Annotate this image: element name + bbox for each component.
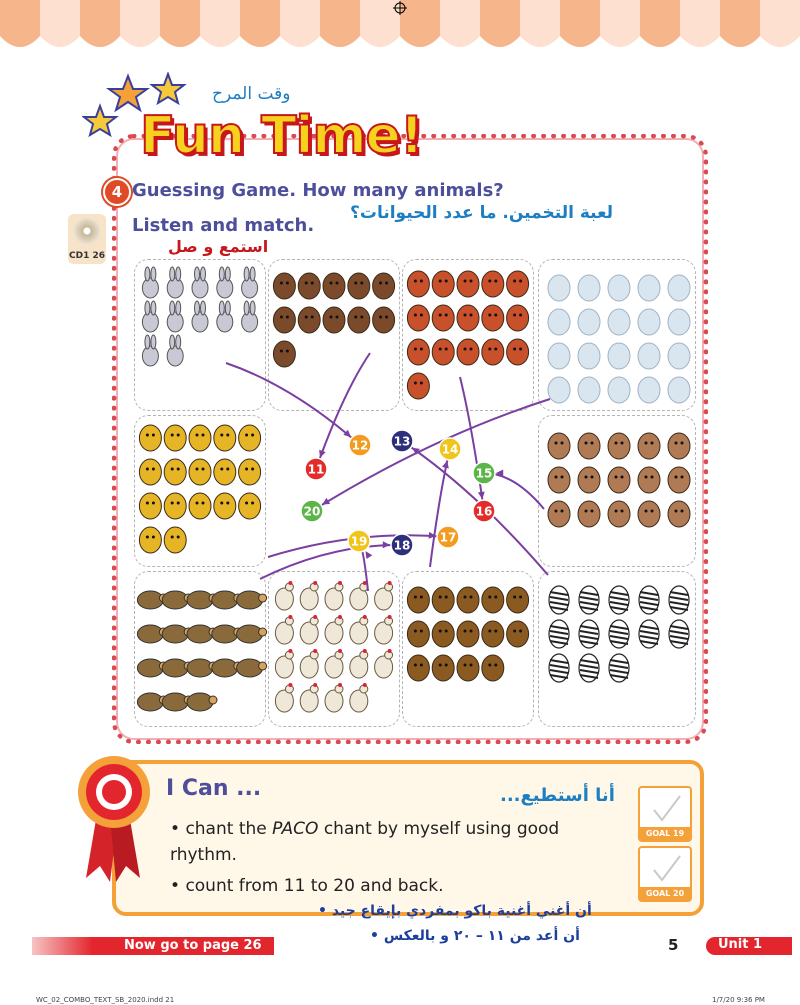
egg-icon [578, 309, 600, 335]
ican-bullet-1-arabic: أن أغني أغنية باكو بمفردي بإيقاع جيد • [318, 903, 592, 919]
exercise-title-arabic: لعبة التخمين. ما عدد الحيوانات؟ [350, 203, 614, 223]
rabbit-icon [242, 267, 258, 298]
exercise-title: Guessing Game. How many animals? [132, 180, 504, 201]
ican-bullet-1-after: chant by myself using good rhythm. [170, 819, 560, 865]
bear-icon [608, 501, 630, 527]
rosette-ribbon-icon [68, 748, 164, 888]
hen-icon [275, 615, 293, 644]
foxe-icon [407, 305, 429, 331]
chick-icon [139, 459, 161, 485]
awning-stripe [440, 0, 480, 47]
awning-stripe [640, 0, 680, 47]
number-badge-label: 16 [475, 504, 493, 519]
horse-icon [373, 307, 395, 333]
awning-stripe [400, 0, 440, 47]
checkmark-icon [640, 848, 690, 888]
hen-icon [350, 581, 368, 610]
awning-stripe [280, 0, 320, 47]
exercise-instruction-arabic: استمع و صل [168, 237, 269, 256]
arrow-head-icon [365, 551, 372, 559]
zebra-icon [669, 586, 689, 614]
lion-icon [407, 655, 429, 681]
goal-19-label: GOAL 19 [640, 827, 690, 840]
horse-icon [348, 307, 370, 333]
egg-icon [578, 275, 600, 301]
rabbit-icon [142, 335, 158, 366]
ican-bullet-1 [170, 816, 590, 868]
zebra-icon [609, 586, 629, 614]
bear-icon [548, 501, 570, 527]
hen-icon [350, 615, 368, 644]
zebra-icon [549, 654, 569, 682]
awning-stripe [520, 0, 560, 47]
chick-icon [139, 527, 161, 553]
ican-title-arabic: أنا أستطيع... [500, 785, 615, 806]
chick-icon [164, 493, 186, 519]
ican-bullet-2-arabic: أن أعد من ١١ – ٢٠ و بالعكس • [370, 928, 580, 944]
bullet-dot: • [170, 876, 186, 896]
awning-stripe [0, 0, 40, 47]
chick-icon [139, 425, 161, 451]
lion-icon [432, 655, 454, 681]
rabbit-icon [142, 267, 158, 298]
number-badge-label: 17 [439, 530, 457, 545]
zebra-icon [579, 654, 599, 682]
chick-icon [239, 493, 261, 519]
hen-icon [300, 581, 318, 610]
foxe-icon [407, 339, 429, 365]
number-badge-11[interactable] [305, 458, 327, 480]
bear-icon [608, 433, 630, 459]
egg-icon [638, 343, 660, 369]
bear-icon [578, 433, 600, 459]
hen-icon [325, 683, 343, 712]
number-badge-17[interactable] [437, 526, 459, 548]
go-to-page-link[interactable]: Now go to page 26 [124, 938, 262, 953]
bear-icon [548, 467, 570, 493]
chick-icon [214, 493, 236, 519]
number-badge-label: 12 [351, 438, 369, 453]
goal-19-checkbox[interactable] [638, 786, 692, 842]
horse-icon [373, 273, 395, 299]
awning-stripe [160, 0, 200, 47]
bear-icon [548, 433, 570, 459]
egg-icon [578, 377, 600, 403]
match-line-foxes [460, 377, 484, 511]
file-info: WC_02_COMBO_TEXT_SB_2020.indd 21 [36, 996, 175, 1004]
egg-icon [668, 275, 690, 301]
number-badge-19[interactable] [348, 530, 370, 552]
number-badge-12[interactable] [349, 434, 371, 456]
zebra-icon [639, 620, 659, 648]
awning-stripe [480, 0, 520, 47]
bear-icon [578, 501, 600, 527]
lion-icon [432, 587, 454, 613]
awning-stripe [320, 0, 360, 47]
awning-stripe [760, 0, 800, 47]
number-badge-label: 19 [350, 534, 368, 549]
awning-stripe [120, 0, 160, 47]
foxe-icon [432, 305, 454, 331]
number-badge-label: 13 [393, 434, 411, 449]
foxe-icon [432, 271, 454, 297]
rabbit-icon [167, 267, 183, 298]
awning-banner [0, 0, 800, 58]
chick-icon [189, 493, 211, 519]
hen-icon [300, 615, 318, 644]
egg-icon [548, 343, 570, 369]
bear-icon [638, 467, 660, 493]
hen-icon [275, 649, 293, 678]
number-badge-20[interactable] [301, 500, 323, 522]
chick-icon [189, 425, 211, 451]
horse-icon [298, 273, 320, 299]
rabbit-icon [217, 301, 233, 332]
zebra-icon [579, 586, 599, 614]
egg-icon [548, 377, 570, 403]
lion-icon [507, 621, 529, 647]
number-badge-14[interactable] [439, 438, 461, 460]
rabbit-icon [142, 301, 158, 332]
bear-icon [668, 501, 690, 527]
rabbit-icon [167, 301, 183, 332]
matching-canvas [130, 257, 700, 729]
lion-icon [482, 621, 504, 647]
match-line-eggs [312, 399, 550, 511]
egg-icon [668, 343, 690, 369]
number-badge-label: 11 [307, 462, 325, 477]
chick-icon [214, 425, 236, 451]
title-arabic: وقت المرح [212, 84, 291, 104]
egg-icon [608, 343, 630, 369]
hen-icon [300, 683, 318, 712]
foxe-icon [457, 339, 479, 365]
turtle-icon [237, 659, 267, 677]
foxe-icon [457, 305, 479, 331]
rabbit-icon [217, 267, 233, 298]
foxe-icon [507, 339, 529, 365]
bear-icon [578, 467, 600, 493]
lion-icon [457, 587, 479, 613]
hen-icon [375, 581, 393, 610]
number-badge-15[interactable] [473, 462, 495, 484]
foxe-icon [482, 305, 504, 331]
lion-icon [407, 621, 429, 647]
ican-bullet-1-em: PACO [272, 819, 319, 839]
egg-icon [578, 343, 600, 369]
number-badge-label: 14 [441, 442, 459, 457]
number-badge-13[interactable] [391, 430, 413, 452]
egg-icon [668, 309, 690, 335]
bear-icon [668, 433, 690, 459]
lion-icon [457, 655, 479, 681]
turtle-icon [187, 693, 217, 711]
chick-icon [164, 425, 186, 451]
zebra-icon [549, 586, 569, 614]
zebra-icon [639, 586, 659, 614]
egg-icon [668, 377, 690, 403]
number-badge-16[interactable] [473, 500, 495, 522]
exercise-instruction: Listen and match. [132, 215, 315, 236]
horse-icon [273, 307, 295, 333]
checkmark-icon [640, 788, 690, 828]
horse-icon [323, 307, 345, 333]
ican-bullet-2-text: count from 11 to 20 and back. [185, 876, 444, 896]
ican-bullet-1-arabic-text: أن أغني أغنية باكو بمفردي بإيقاع جيد [331, 903, 592, 919]
ican-title: I Can ... [166, 776, 262, 801]
bullet-dot: • [170, 819, 186, 839]
audio-track-label: CD1 26 [69, 251, 105, 261]
awning-stripe [560, 0, 600, 47]
lion-icon [482, 655, 504, 681]
exercise-number-badge: 4 [103, 178, 131, 206]
egg-icon [638, 377, 660, 403]
awning-stripe [720, 0, 760, 47]
hen-icon [375, 649, 393, 678]
horse-icon [298, 307, 320, 333]
cd-icon [74, 218, 100, 244]
awning-stripe [40, 0, 80, 47]
lion-icon [482, 587, 504, 613]
awning-stripe [200, 0, 240, 47]
turtle-icon [237, 591, 267, 609]
egg-icon [548, 309, 570, 335]
foxe-icon [407, 373, 429, 399]
chick-icon [139, 493, 161, 519]
horse-icon [273, 273, 295, 299]
rabbit-icon [167, 335, 183, 366]
egg-icon [608, 309, 630, 335]
ican-bullet-2 [170, 876, 444, 896]
number-badge-label: 15 [475, 466, 493, 481]
zebra-icon [609, 620, 629, 648]
chick-icon [214, 459, 236, 485]
zebra-icon [549, 620, 569, 648]
hen-icon [275, 581, 293, 610]
bear-icon [638, 433, 660, 459]
horse-icon [323, 273, 345, 299]
foxe-icon [407, 271, 429, 297]
egg-icon [638, 275, 660, 301]
turtle-icon [237, 625, 267, 643]
chick-icon [164, 459, 186, 485]
foxe-icon [507, 305, 529, 331]
page-title: Fun Time! [140, 106, 423, 166]
number-badge-label: 18 [393, 538, 411, 553]
awning-stripe [80, 0, 120, 47]
chick-icon [189, 459, 211, 485]
zebra-icon [579, 620, 599, 648]
lion-icon [507, 587, 529, 613]
egg-icon [548, 275, 570, 301]
bear-icon [668, 467, 690, 493]
foxe-icon [457, 271, 479, 297]
lion-icon [407, 587, 429, 613]
number-badge-18[interactable] [391, 534, 413, 556]
hen-icon [325, 615, 343, 644]
awning-stripe [240, 0, 280, 47]
rabbit-icon [192, 301, 208, 332]
egg-icon [608, 377, 630, 403]
hen-icon [325, 581, 343, 610]
awning-stripe [360, 0, 400, 47]
hen-icon [375, 615, 393, 644]
foxe-icon [432, 339, 454, 365]
page-number: 5 [668, 936, 679, 954]
number-badge-label: 20 [303, 504, 321, 519]
hen-icon [275, 683, 293, 712]
bear-icon [638, 501, 660, 527]
goal-20-checkbox[interactable] [638, 846, 692, 902]
awning-stripe [600, 0, 640, 47]
foxe-icon [507, 271, 529, 297]
hen-icon [325, 649, 343, 678]
horse-icon [348, 273, 370, 299]
zebra-icon [609, 654, 629, 682]
rabbit-icon [192, 267, 208, 298]
rabbit-icon [242, 301, 258, 332]
chick-icon [239, 459, 261, 485]
arrow-head-icon [383, 541, 390, 548]
goal-20-label: GOAL 20 [640, 887, 690, 900]
hen-icon [350, 683, 368, 712]
foxe-icon [482, 271, 504, 297]
awning-stripe [680, 0, 720, 47]
horse-icon [273, 341, 295, 367]
egg-icon [638, 309, 660, 335]
hen-icon [300, 649, 318, 678]
match-line-turtles [260, 545, 402, 579]
foxe-icon [482, 339, 504, 365]
zebra-icon [669, 620, 689, 648]
lion-icon [457, 621, 479, 647]
unit-label: Unit 1 [718, 937, 763, 952]
lion-icon [432, 621, 454, 647]
ican-bullet-2-arabic-text: أن أعد من ١١ – ٢٠ و بالعكس [383, 928, 580, 944]
print-timestamp: 1/7/20 9:36 PM [712, 996, 765, 1004]
arrow-head-icon [319, 450, 326, 458]
hen-icon [350, 649, 368, 678]
chick-icon [164, 527, 186, 553]
bear-icon [608, 467, 630, 493]
chick-icon [239, 425, 261, 451]
egg-icon [608, 275, 630, 301]
ican-bullet-1-before: chant the [185, 819, 273, 839]
